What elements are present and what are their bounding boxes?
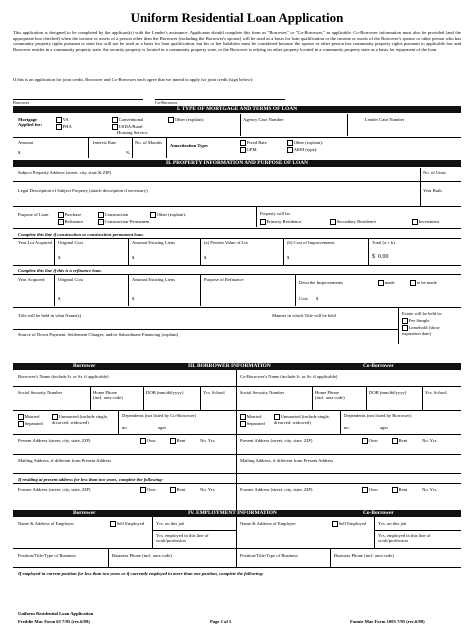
- other-amort-checkbox[interactable]: [287, 140, 293, 146]
- borrower-business-phone-field[interactable]: Business Phone (incl. area code): [112, 553, 172, 558]
- borrower-dependents-label: Dependents (not listed by Co-Borrower): [122, 413, 197, 418]
- coborrower-separated-checkbox[interactable]: [240, 421, 246, 427]
- made-checkbox[interactable]: [378, 280, 384, 286]
- borrower-former-rent-option[interactable]: [170, 487, 185, 493]
- fha-label: FHA: [62, 124, 72, 129]
- borrower-rent-label: Rent: [176, 438, 186, 443]
- coborrower-rent-checkbox[interactable]: [392, 438, 398, 444]
- gpm-option[interactable]: [240, 147, 257, 153]
- total-value: 0.00: [378, 254, 389, 260]
- va-checkbox[interactable]: [56, 117, 62, 123]
- coborrower-mailing-address-field[interactable]: Mailing Address, if different from Present Address: [240, 458, 334, 463]
- usda-label: USDA/Rural: [118, 124, 143, 129]
- coborrower-separated-label: Separated: [246, 421, 265, 426]
- coborrower-rent-option[interactable]: [392, 438, 407, 444]
- to-be-made-label: to be made: [416, 280, 437, 285]
- coborrower-former-rent-checkbox[interactable]: [392, 487, 398, 493]
- purchase-label: Purchase: [64, 212, 82, 217]
- coborrower-years-field[interactable]: No. Yrs.: [422, 438, 438, 443]
- coborrower-own-checkbox[interactable]: [362, 438, 368, 444]
- refi-purpose-field[interactable]: Purpose of Refinance: [204, 277, 244, 282]
- coborrower-ssn-field[interactable]: Social Security Number: [240, 390, 285, 395]
- construction-line-note: Complete this line if construction or construction-permanent loan.: [18, 232, 144, 237]
- conventional-option[interactable]: [112, 117, 143, 123]
- made-option[interactable]: [378, 280, 395, 286]
- mortgage-label: Mortgage: [18, 117, 38, 122]
- coborrower-former-rent-option[interactable]: [392, 487, 407, 493]
- section-3-coborrower-label: Co-Borrower: [363, 363, 394, 369]
- purchase-checkbox[interactable]: [58, 212, 64, 218]
- borrower-home-phone-field[interactable]: Home Phone (incl. area code): [93, 390, 123, 401]
- coborrower-married-checkbox[interactable]: [240, 414, 246, 420]
- borrower-former-own-checkbox[interactable]: [140, 487, 146, 493]
- refinance-checkbox[interactable]: [58, 219, 64, 225]
- section-1-header: I. TYPE OF MORTGAGE AND TERMS OF LOAN: [13, 106, 461, 113]
- coborrower-position-field[interactable]: Position/Title/Type of Business: [240, 553, 298, 558]
- investment-label: Investment: [418, 219, 440, 224]
- refi-existing-liens-field[interactable]: Amount Existing Liens: [132, 277, 175, 282]
- total-field[interactable]: $ 0.00: [372, 254, 389, 260]
- original-cost-field[interactable]: Original Cost: [58, 240, 83, 245]
- interest-rate-label: Interest Rate: [93, 140, 117, 145]
- coborrower-dependents-no-field[interactable]: no.: [344, 425, 350, 430]
- borrower-former-address-field[interactable]: Former Address (street, city, state, ZIP): [18, 487, 91, 492]
- borrower-signature-line[interactable]: [13, 99, 143, 100]
- section-4-title: IV. EMPLOYMENT INFORMATION: [188, 510, 277, 516]
- purpose-label: Purpose of Loan: [18, 212, 49, 217]
- to-be-made-option[interactable]: [410, 280, 437, 286]
- borrower-former-own-label: Own: [146, 487, 156, 492]
- existing-liens-field[interactable]: Amount Existing Liens: [132, 240, 175, 245]
- to-be-made-checkbox[interactable]: [410, 280, 416, 286]
- purpose-other-option[interactable]: [150, 212, 186, 218]
- year-built-field[interactable]: Year Built: [423, 188, 442, 193]
- section-3-borrower-label: Borrower: [73, 363, 96, 369]
- borrower-present-address-field[interactable]: Present Address (street, city, state, ZIP): [18, 438, 91, 443]
- borrower-married-label: Married: [24, 414, 40, 419]
- borrower-name-field[interactable]: Borrower's Name (include Jr. or Sr. if applicable): [18, 374, 109, 379]
- refinance-line-note: Complete this line if this is a refinance loan.: [18, 268, 102, 273]
- borrower-ssn-field[interactable]: Social Security Number: [18, 390, 63, 395]
- other-label: Other (explain):: [174, 117, 205, 122]
- coborrower-self-employed-checkbox[interactable]: [332, 521, 338, 527]
- borrower-married-checkbox[interactable]: [18, 414, 24, 420]
- coborrower-former-years-field[interactable]: No. Yrs.: [422, 487, 438, 492]
- improvements-cost-field[interactable]: (b) Cost of Improvements: [287, 240, 335, 245]
- coborrower-married-label: Married: [246, 414, 262, 419]
- borrower-former-rent-checkbox[interactable]: [170, 487, 176, 493]
- fha-option[interactable]: [56, 124, 72, 130]
- section-2-header: II. PROPERTY INFORMATION AND PURPOSE OF LOAN: [13, 160, 461, 167]
- conventional-label: Conventional: [118, 117, 144, 122]
- primary-residence-option[interactable]: [260, 219, 301, 225]
- borrower-self-employed-checkbox[interactable]: [110, 521, 116, 527]
- usda-checkbox[interactable]: [112, 124, 118, 130]
- investment-option[interactable]: [412, 219, 439, 225]
- lender-case-number-field[interactable]: Lender Case Number: [365, 117, 405, 122]
- borrower-years-in-line-field[interactable]: Yrs. employed in this line of work/profession: [156, 533, 209, 544]
- fee-simple-checkbox[interactable]: [402, 318, 408, 324]
- fixed-rate-option[interactable]: [240, 140, 267, 146]
- borrower-former-years-field[interactable]: No. Yrs.: [200, 487, 216, 492]
- coborrower-own-label: Own: [368, 438, 378, 443]
- borrower-own-checkbox[interactable]: [140, 438, 146, 444]
- coborrower-employer-field[interactable]: Name & Address of Employer: [240, 521, 296, 526]
- borrower-own-label: Own: [146, 438, 156, 443]
- borrower-employer-field[interactable]: Name & Address of Employer: [18, 521, 74, 526]
- gpm-label: GPM: [246, 147, 257, 152]
- units-field[interactable]: No. of Units: [423, 170, 446, 175]
- coborrower-dependents-label: Dependents (not listed by Borrower): [344, 413, 412, 418]
- arm-checkbox[interactable]: [287, 147, 293, 153]
- coborrower-self-employed-label: Self Employed: [338, 521, 367, 526]
- conventional-checkbox[interactable]: [112, 117, 118, 123]
- housing-service-label: Housing Service: [117, 130, 148, 135]
- leasehold-option[interactable]: [402, 325, 458, 336]
- improvements-cost-label: Cost:: [299, 296, 309, 301]
- subject-property-address-field[interactable]: Subject Property Address (street, city, state & ZIP): [18, 170, 112, 175]
- construction-permanent-label: Construction-Permanent: [104, 219, 150, 224]
- months-field[interactable]: No. of Months: [135, 140, 162, 145]
- primary-residence-checkbox[interactable]: [260, 219, 266, 225]
- section-4-header-bar: [13, 510, 461, 517]
- borrower-self-employed-option[interactable]: [110, 521, 144, 527]
- other-amort-option[interactable]: [287, 140, 323, 146]
- borrower-position-field[interactable]: Position/Title/Type of Business: [18, 553, 76, 558]
- borrower-unmarried-option[interactable]: [52, 414, 114, 425]
- estate-label: Estate will be held in:: [402, 311, 443, 316]
- secondary-residence-checkbox[interactable]: [330, 219, 336, 225]
- section-4-coborrower-label: Co-Borrower: [363, 510, 394, 516]
- other-option[interactable]: [168, 117, 204, 123]
- interest-rate-field[interactable]: %: [126, 150, 130, 155]
- fixed-rate-checkbox[interactable]: [240, 140, 246, 146]
- present-value-field[interactable]: (a) Present Value of Lot: [204, 240, 248, 245]
- footer-freddie-form: Freddie Mac Form 65 7/05 (rev.6/09): [18, 619, 90, 624]
- section-3-title: III. BORROWER INFORMATION: [188, 363, 271, 369]
- arm-label: ARM (type):: [293, 147, 318, 152]
- legal-description-field[interactable]: Legal Description of Subject Property (attach description if necessary): [18, 188, 148, 193]
- arm-option[interactable]: [287, 147, 317, 153]
- borrower-former-own-option[interactable]: [140, 487, 156, 493]
- footer-fannie-form: Fannie Mae Form 1003 7/05 (rev.6/09): [350, 619, 425, 624]
- title-manner-field[interactable]: Manner in which Title will be held: [272, 313, 336, 318]
- coborrower-unmarried-option[interactable]: [274, 414, 336, 425]
- coborrower-married-option[interactable]: [240, 414, 261, 420]
- coborrower-separated-option[interactable]: [240, 421, 265, 427]
- coborrower-former-address-field[interactable]: Former Address (street, city, state, ZIP): [240, 487, 313, 492]
- two-years-note: If residing at present address for less than two years, complete the following:: [18, 477, 164, 482]
- coborrower-unmarried-label: Unmarried (include single, divorced, widowed): [274, 414, 330, 425]
- borrower-self-employed-label: Self Employed: [116, 521, 145, 526]
- borrower-separated-option[interactable]: [18, 421, 43, 427]
- year-lot-acquired-field[interactable]: Year Lot Acquired: [18, 240, 52, 245]
- borrower-dependents-no-field[interactable]: no.: [122, 425, 128, 430]
- title-names-field[interactable]: Title will be held in what Name(s): [18, 313, 82, 318]
- borrower-years-on-job-field[interactable]: Yrs. on this job: [156, 521, 185, 526]
- borrower-married-option[interactable]: [18, 414, 39, 420]
- purchase-option[interactable]: [58, 212, 81, 218]
- footer-page-number: Page 1 of 5: [210, 619, 232, 624]
- coborrower-rent-label: Rent: [398, 438, 408, 443]
- secondary-residence-option[interactable]: [330, 219, 376, 225]
- fixed-rate-label: Fixed Rate: [246, 140, 267, 145]
- construction-option[interactable]: [98, 212, 128, 218]
- section-4-borrower-label: Borrower: [73, 510, 96, 516]
- made-label: made: [384, 280, 395, 285]
- borrower-rent-option[interactable]: [170, 438, 185, 444]
- page-title: Uniform Residential Loan Application: [130, 10, 344, 25]
- borrower-rent-checkbox[interactable]: [170, 438, 176, 444]
- borrower-signature-label: Borrower: [13, 100, 30, 105]
- borrower-former-rent-label: Rent: [176, 487, 186, 492]
- gpm-checkbox[interactable]: [240, 147, 246, 153]
- down-payment-source-field[interactable]: Source of Down Payment, Settlement Charges, and/or Subordinate Financing (explain): [18, 332, 179, 337]
- borrower-school-field[interactable]: Yrs. School: [203, 390, 225, 395]
- borrower-dependents-ages-field[interactable]: ages: [158, 425, 167, 430]
- coborrower-former-own-option[interactable]: [362, 487, 378, 493]
- coborrower-business-phone-field[interactable]: Business Phone (incl. area code): [334, 553, 394, 558]
- coborrower-years-on-job-field[interactable]: Yrs. on this job: [378, 521, 407, 526]
- year-acquired-field[interactable]: Year Acquired: [18, 277, 45, 282]
- coborrower-home-phone-field[interactable]: Home Phone (incl. area code): [315, 390, 345, 401]
- other-amort-label: Other (explain):: [293, 140, 324, 145]
- applied-for-label: Applied for:: [18, 122, 43, 127]
- coborrower-former-own-checkbox[interactable]: [362, 487, 368, 493]
- construction-label: Construction: [104, 212, 129, 217]
- refinance-label: Refinance: [64, 219, 84, 224]
- amortization-label: Amortization Type:: [170, 143, 209, 148]
- coborrower-dependents-ages-field[interactable]: ages: [380, 425, 389, 430]
- borrower-unmarried-label: Unmarried (include single, divorced, widowed): [52, 414, 108, 425]
- purpose-other-checkbox[interactable]: [150, 212, 156, 218]
- coborrower-dob-field[interactable]: DOB (mm/dd/yyyy): [369, 390, 407, 395]
- borrower-separated-checkbox[interactable]: [18, 421, 24, 427]
- leasehold-label: Leasehold (show expiration date): [402, 325, 440, 336]
- fha-checkbox[interactable]: [56, 124, 62, 130]
- joint-credit-note: If this is an application for joint credit, Borrower and Co-Borrower each agree that we intend to apply for joint credit (sign below):: [13, 77, 254, 82]
- other-checkbox[interactable]: [168, 117, 174, 123]
- borrower-dob-field[interactable]: DOB (mm/dd/yyyy): [146, 390, 184, 395]
- borrower-years-field[interactable]: No. Yrs.: [200, 438, 216, 443]
- employment-note: If employed in current position for less than two years or if currently employed in more than one position, complete the following:: [18, 571, 264, 576]
- primary-residence-label: Primary Residence: [266, 219, 302, 224]
- investment-checkbox[interactable]: [412, 219, 418, 225]
- fee-simple-label: Fee Simple: [408, 318, 430, 323]
- usda-option[interactable]: [112, 124, 143, 130]
- coborrower-years-in-line-field[interactable]: Yrs. employed in this line of work/profession: [378, 533, 431, 544]
- property-will-be-label: Property will be:: [260, 211, 291, 216]
- va-label: VA: [62, 117, 69, 122]
- fee-simple-option[interactable]: [402, 318, 429, 324]
- total-label: Total (a + b): [372, 240, 395, 245]
- coborrower-name-field[interactable]: Co-Borrower's Name (include Jr. or Sr. if applicable): [240, 374, 338, 379]
- coborrower-signature-label: Co-Borrower: [155, 100, 178, 105]
- coborrower-self-employed-option[interactable]: [332, 521, 366, 527]
- construction-permanent-checkbox[interactable]: [98, 219, 104, 225]
- amount-field[interactable]: $: [18, 150, 21, 155]
- refi-original-cost-field[interactable]: Original Cost: [58, 277, 83, 282]
- purpose-other-label: Other (explain):: [156, 212, 187, 217]
- construction-checkbox[interactable]: [98, 212, 104, 218]
- intro-paragraph: This application is designed to be completed by the applicant(s) with the Lender's assistance. Applicants should complete this form as "Borrower" or "Co-Borrower," as applicable. Co-Borrower information must also be provided (and the appropriate box checked) when the income or assets of a person other than the Borrower (including the Borrower's spouse) will be used as a basis for loan qualification or the income or assets of the Borrower's spouse or other person who has community property rights pursuant to state law will not be used as a basis for loan qualification, but his or her liabilities must be considered because the spouse or other person has community property rights pursuant to applicable law and Borrower resides in a community property state, the security property is located in a community property state, or the Borrower is relying on other property located in a community property state as a basis for repayment of the loan.: [13, 30, 461, 52]
- coborrower-former-own-label: Own: [368, 487, 378, 492]
- coborrower-school-field[interactable]: Yrs. School: [425, 390, 447, 395]
- section-3-header-bar: [13, 363, 461, 370]
- secondary-residence-label: Secondary Residence: [336, 219, 377, 224]
- borrower-separated-label: Separated: [24, 421, 43, 426]
- agency-case-number-field[interactable]: Agency Case Number: [243, 117, 284, 122]
- va-option[interactable]: [56, 117, 69, 123]
- describe-improvements-label: Describe Improvements: [299, 280, 344, 285]
- coborrower-own-option[interactable]: [362, 438, 378, 444]
- loan-application-page: Uniform Residential Loan Application This application is designed to be completed by the applicant(s) with the Lender's assistance. Applicants should complete this form as "Borrower" or "Co-Borrower," as applicable. Co-Borrower information must also be provided (and the appropriate box checked) when the income or assets of a person other than the Borrower (including the Borrower's spouse) will be used as a basis for loan qualification or the income or assets of the Borrower's spouse or other person who has community property rights pursuant to state law will not be used as a basis for loan qualification, but his or her liabilities must be considered because the spouse or other person has community property rights pursuant to applicable law and Borrower resides in a community property state, the security property is located in a community property state, or the Borrower is relying on other property located in a community property state as a basis for repayment of the loan. If this is an application for joint credit, Borrower and Co-Borrower each agree that we intend to apply for joint credit (sign below): Borrower Co-Borrower I. TYPE OF MORTGAGE AND TERMS OF LOAN Mortgage Applied for: VA FHA Conventional USDA/Rural Housing Service Other (explain): Agency Case Number Lender Case Number Amount $ Interest Rate % No. of Months Amortization Type: Fixed Rate GPM Other (explain): ARM (type): II. PROPERTY INFORMATION AND PURPOSE OF LOAN Subject Property Address (street, city, state & ZIP) No. of Units Legal Description of Subject Property (attach description if necessary) Year Built Purpose of Loan Purchase Refinance Construction Construction-Permanent Other (explain): Property will be: Primary Residence Secondary Residence Investment Complete this line if construction or construction-permanent loan. Year Lot Acquired Original Cost $ Amount Existing Liens $ (a) Present Value of Lot $ (b) Cost of Improvements $ Total (a + b) $ 0.00 Complete this line if this is a refinance loan. Year Acquired Original Cost $ Amount Existing Liens $ Purpose of Refinance Describe Improvements made to be made Cost: $ Title will be held in what Name(s) Manner in which Title will be held Estate will be held in: Fee Simple Leasehold (show expiration date) Source of Down Payment, Settlement Charges, and/or Subordinate Financing (explain) Borrower III. BORROWER INFORMATION Co-Borrower Borrower's Name (include Jr. or Sr. if applicable) Co-Borrower's Name (include Jr. or Sr. if applicable) Social Security Number Home Phone (incl. area code) DOB (mm/dd/yyyy) Yrs. School Social Security Number Home Phone (incl. area code) DOB (mm/dd/yyyy) Yrs. School Married Separated Unmarried (include single, divorced, widowed) Dependents (not listed by Co-Borrower) no. ages Married Separated Unmarried (include single, divorced, widowed) Dependents (not listed by Borrower) no. ages Present Address (street, city, state, ZIP) Own Rent No. Yrs. Present Address (street, city, state, ZIP) Own Rent No. Yrs. Mailing Address, if different from Present Address Mailing Address, if different from Present Address If residing at present address for less than two years, complete the following: Former Address (street, city, state, ZIP) Own Rent No. Yrs. Former Address (street, city, state, ZIP) Own Rent No. Yrs. Borrower IV. EMPLOYMENT INFORMATION Co-Borrower Name & Address of Employer Self Employed Yrs. on this job Yrs. employed in this line of work/profession Name & Address of Employer Self Employed Yrs. on this job Yrs. employed in this line of work/profession Position/Title/Type of Business Business Phone (incl. area code) Position/Title/Type of Business Business Phone (incl. area code) If employed in current position for less than two years or if currently employed in more than one position, complete the following: Uniform Residential Loan Application Freddie Mac Form 65 7/05 (rev.6/09) Page 1 of 5 Fannie Mae Form 1003 7/05 (rev.6/09): [0, 0, 474, 632]
- amount-label: Amount: [18, 140, 34, 145]
- coborrower-former-rent-label: Rent: [398, 487, 408, 492]
- borrower-mailing-address-field[interactable]: Mailing Address, if different from Present Address: [18, 458, 112, 463]
- construction-permanent-option[interactable]: [98, 219, 150, 225]
- coborrower-present-address-field[interactable]: Present Address (street, city, state, ZIP): [240, 438, 313, 443]
- footer-form-title: Uniform Residential Loan Application: [18, 611, 94, 616]
- borrower-own-option[interactable]: [140, 438, 156, 444]
- refinance-option[interactable]: [58, 219, 83, 225]
